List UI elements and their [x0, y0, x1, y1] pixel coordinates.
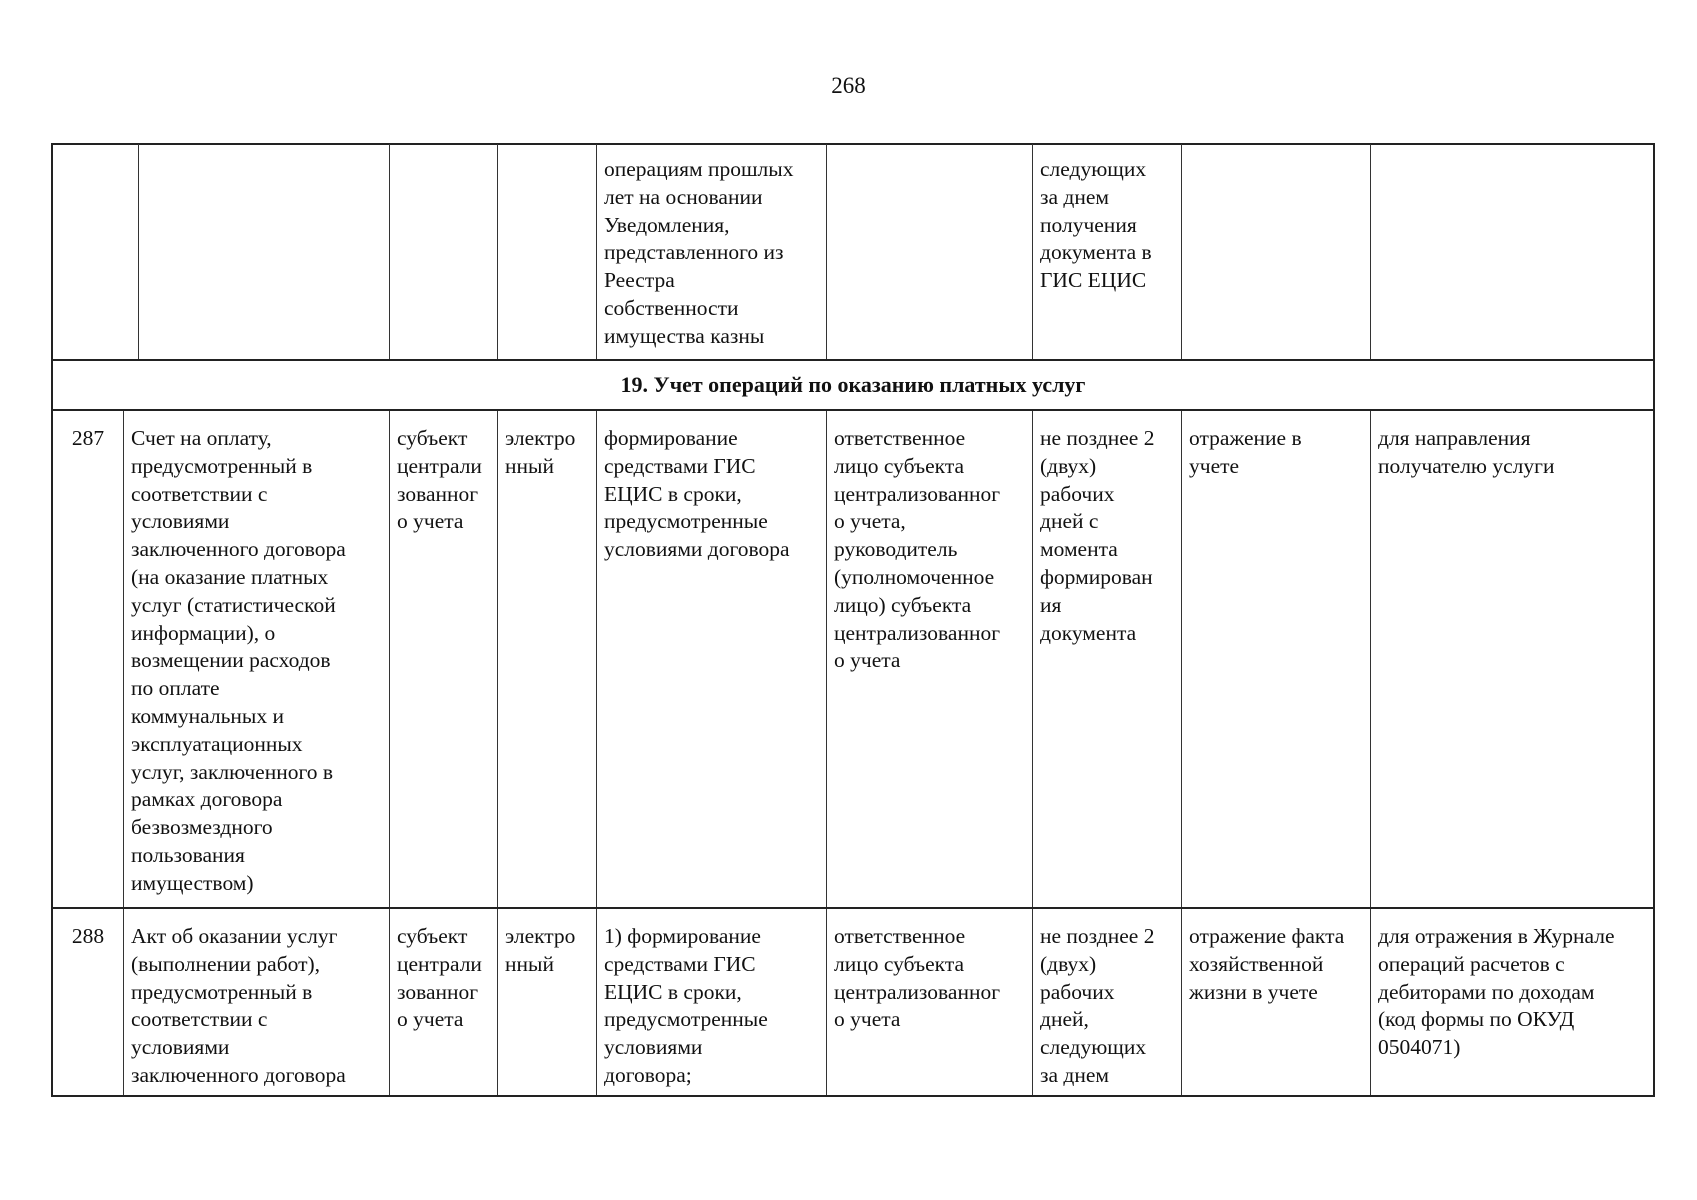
section-heading-row	[53, 361, 1653, 409]
column-divider	[123, 411, 124, 907]
cell-purpose: отражение факта хозяйственной жизни в учете	[1189, 924, 1345, 1004]
column-divider	[123, 909, 124, 1095]
cell-creator: субъект централи зованног о учета	[397, 924, 482, 1032]
column-divider	[1181, 144, 1182, 360]
column-divider	[596, 909, 597, 1095]
column-divider	[138, 144, 139, 360]
column-divider	[1370, 144, 1371, 360]
table-row	[53, 909, 1653, 1095]
column-divider	[389, 144, 390, 360]
cell-document: Акт об оказании услуг (выполнении работ), предусмотренный в соответствии с условиями заключенного договора	[131, 924, 346, 1087]
column-divider	[596, 144, 597, 360]
cell-method: 1) формирование средствами ГИС ЕЦИС в сроки, предусмотренные условиями договора;	[604, 924, 768, 1087]
document-table	[51, 144, 1655, 1097]
cell-purpose: отражение в учете	[1189, 426, 1302, 478]
column-divider	[497, 909, 498, 1095]
column-divider	[826, 909, 827, 1095]
page-number: 268	[831, 73, 866, 98]
cell-responsible: ответственное лицо субъекта централизованног о учета	[834, 924, 1001, 1032]
column-divider	[826, 144, 827, 360]
column-divider	[1181, 411, 1182, 907]
cell-note: для отражения в Журнале операций расчетов с дебиторами по доходам (код формы по ОКУД 0504071)	[1378, 924, 1615, 1060]
table-row	[53, 411, 1653, 907]
cell-deadline: следующих за днем получения документа в ГИС ЕЦИС	[1040, 157, 1152, 293]
cell-deadline: не позднее 2 (двух) рабочих дней с момента формирован ия документа	[1040, 426, 1155, 645]
column-divider	[1032, 144, 1033, 360]
cell-creator: субъект централи зованног о учета	[397, 426, 482, 534]
cell-document: Счет на оплату, предусмотренный в соответствии с условиями заключенного договора (на оказание платных услуг (статистической информации), о возмещении расходов по оплате коммунальных и эксплуатационных услуг, заключенного в рамках договора безвозмездного пользования имуществом)	[131, 426, 346, 895]
table-row-continuation	[53, 144, 1653, 360]
column-divider	[1032, 411, 1033, 907]
column-divider	[389, 411, 390, 907]
column-divider	[1370, 411, 1371, 907]
section-title: 19. Учет операций по оказанию платных услуг	[620, 372, 1086, 397]
cell-method: операциям прошлых лет на основании Уведомления, представленного из Реестра собственности имущества казны	[604, 157, 794, 348]
cell-responsible: ответственное лицо субъекта централизованног о учета, руководитель (уполномоченное лицо) субъекта централизованног о учета	[834, 426, 1001, 673]
column-divider	[389, 909, 390, 1095]
column-divider	[1032, 909, 1033, 1095]
cell-number: 287	[71, 426, 105, 450]
cell-form: электро нный	[505, 924, 576, 976]
cell-method: формирование средствами ГИС ЕЦИС в сроки, предусмотренные условиями договора	[604, 426, 790, 562]
column-divider	[1181, 909, 1182, 1095]
column-divider	[497, 411, 498, 907]
cell-number: 288	[71, 924, 105, 948]
column-divider	[596, 411, 597, 907]
cell-note: для направления получателю услуги	[1378, 426, 1555, 478]
column-divider	[1370, 909, 1371, 1095]
cell-deadline: не позднее 2 (двух) рабочих дней, следующих за днем	[1040, 924, 1155, 1087]
cell-form: электро нный	[505, 426, 576, 478]
column-divider	[497, 144, 498, 360]
column-divider	[826, 411, 827, 907]
